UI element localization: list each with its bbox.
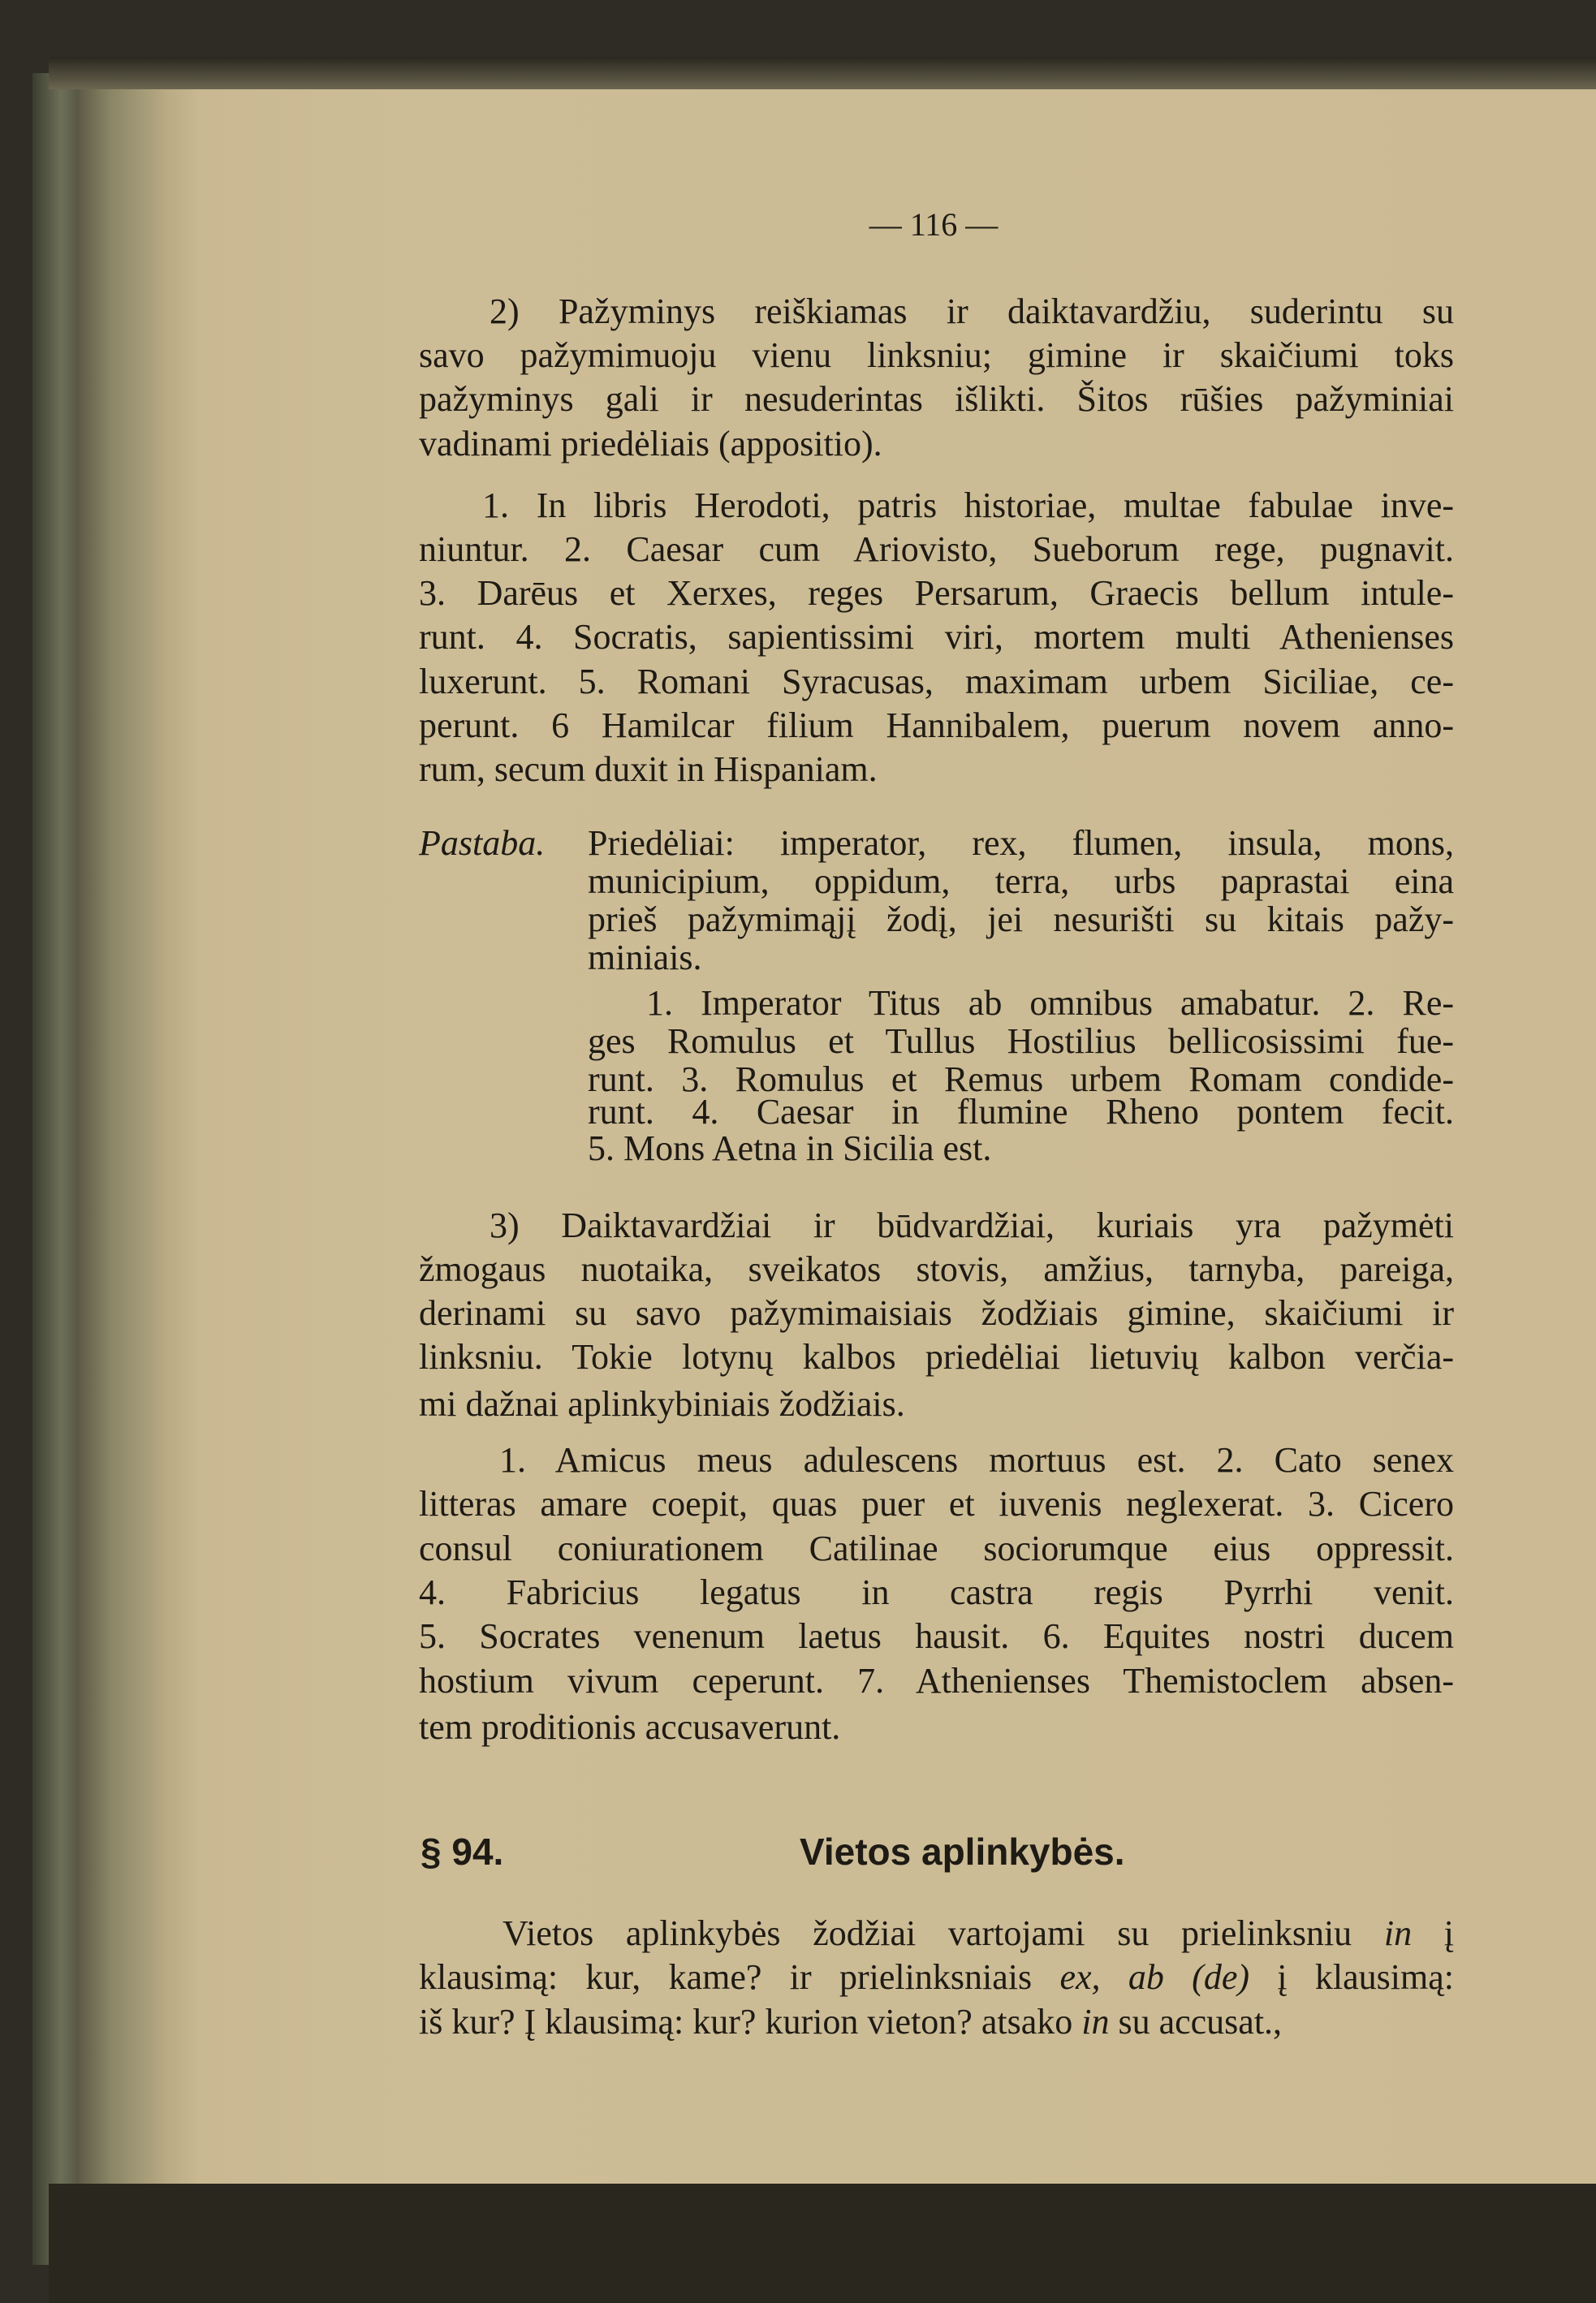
text-segment: Vietos aplinkybės žodžiai vartojami su prielinksniu bbox=[503, 1913, 1384, 1953]
paragraph-line: derinami su savo pažymimaisiais žodžiais gimine, skaičiumi ir bbox=[419, 1293, 1454, 1333]
example-line: 4. Fabricius legatus in castra regis Pyrrhi venit. bbox=[419, 1572, 1454, 1612]
note-example-line: runt. 4. Caesar in flumine Rheno pontem fecit. bbox=[588, 1092, 1454, 1132]
paragraph-line: mi dažnai aplinkybiniais žodžiais. bbox=[419, 1384, 905, 1424]
section-line bbox=[503, 1912, 1454, 1956]
section-line bbox=[419, 2000, 1454, 2044]
note-example-line: runt. 3. Romulus et Remus urbem Romam condide- bbox=[588, 1059, 1454, 1099]
example-line: runt. 4. Socratis, sapientissimi viri, mortem multi Athenienses bbox=[419, 617, 1454, 657]
section-title: Vietos aplinkybės. bbox=[800, 1831, 1125, 1873]
note-line: Priedėliai: imperator, rex, flumen, insula, mons, bbox=[588, 823, 1454, 863]
text-segment: iš kur? Į klausimą: kur? kurion vieton? atsako bbox=[419, 2002, 1082, 2042]
paragraph-line: vadinami priedėliais (appositio). bbox=[419, 424, 882, 464]
italic-term: in bbox=[1383, 1913, 1413, 1953]
example-line: 5. Socrates venenum laetus hausit. 6. Equites nostri ducem bbox=[419, 1616, 1454, 1656]
text-segment: į bbox=[1412, 1913, 1454, 1953]
text-segment: į klausimą: bbox=[1249, 1957, 1454, 1997]
note-label: Pastaba. bbox=[419, 823, 546, 863]
example-line: hostium vivum ceperunt. 7. Athenienses Themistoclem absen- bbox=[419, 1661, 1454, 1701]
note-example-line: 5. Mons Aetna in Sicilia est. bbox=[588, 1128, 992, 1168]
paragraph-line: pažyminys gali ir nesuderintas išlikti. Šitos rūšies pažyminiai bbox=[419, 379, 1454, 419]
paragraph-line: savo pažymimuoju vienu linksniu; gimine ir skaičiumi toks bbox=[419, 335, 1454, 375]
section-line bbox=[419, 1956, 1454, 1999]
example-line: 1. In libris Herodoti, patris historiae, multae fabulae inve- bbox=[482, 485, 1454, 525]
example-line: 1. Amicus meus adulescens mortuus est. 2. Cato senex bbox=[499, 1440, 1454, 1480]
example-line: niuntur. 2. Caesar cum Ariovisto, Sueborum rege, pugnavit. bbox=[419, 529, 1454, 569]
page-number: — 116 — bbox=[869, 206, 999, 243]
example-line: litteras amare coepit, quas puer et iuvenis neglexerat. 3. Cicero bbox=[419, 1484, 1454, 1524]
example-line: luxerunt. 5. Romani Syracusas, maximam urbem Siciliae, ce- bbox=[419, 662, 1454, 701]
note-line: municipium, oppidum, terra, urbs paprastai eina bbox=[588, 861, 1454, 901]
example-line: 3. Darēus et Xerxes, reges Persarum, Graecis bellum intule- bbox=[419, 573, 1454, 613]
paragraph-line: žmogaus nuotaika, sveikatos stovis, amžius, tarnyba, pareiga, bbox=[419, 1249, 1454, 1289]
italic-term: in bbox=[1081, 2002, 1110, 2042]
paragraph-line: 2) Pažyminys reiškiamas ir daiktavardžiu, suderintu su bbox=[490, 291, 1454, 331]
text-segment: su accusat., bbox=[1109, 2002, 1283, 2042]
paragraph-line: 3) Daiktavardžiai ir būdvardžiai, kuriais yra pažymėti bbox=[490, 1205, 1454, 1245]
example-line: consul coniurationem Catilinae sociorumque eius oppressit. bbox=[419, 1529, 1454, 1568]
page-top-edge bbox=[49, 57, 1596, 89]
note-line: miniais. bbox=[588, 938, 702, 977]
paragraph-line: linksniu. Tokie lotynų kalbos priedėliai lietuvių kalbon verčia- bbox=[419, 1337, 1454, 1377]
section-number: § 94. bbox=[421, 1831, 504, 1873]
example-line: tem proditionis accusaverunt. bbox=[419, 1707, 841, 1747]
text-segment: klausimą: kur, kame? ir prielinksniais bbox=[419, 1957, 1060, 1997]
note-example-line: ges Romulus et Tullus Hostilius bellicosissimi fue- bbox=[588, 1021, 1454, 1061]
italic-term: ex, ab (de) bbox=[1059, 1957, 1250, 1997]
page-bottom-edge bbox=[49, 2184, 1596, 2303]
example-line: rum, secum duxit in Hispaniam. bbox=[419, 749, 878, 789]
example-line: perunt. 6 Hamilcar filium Hannibalem, puerum novem anno- bbox=[419, 705, 1454, 745]
note-example-line: 1. Imperator Titus ab omnibus amabatur. 2. Re- bbox=[646, 983, 1454, 1023]
note-line: prieš pažymimąjį žodį, jei nesurišti su kitais pažy- bbox=[588, 899, 1454, 939]
